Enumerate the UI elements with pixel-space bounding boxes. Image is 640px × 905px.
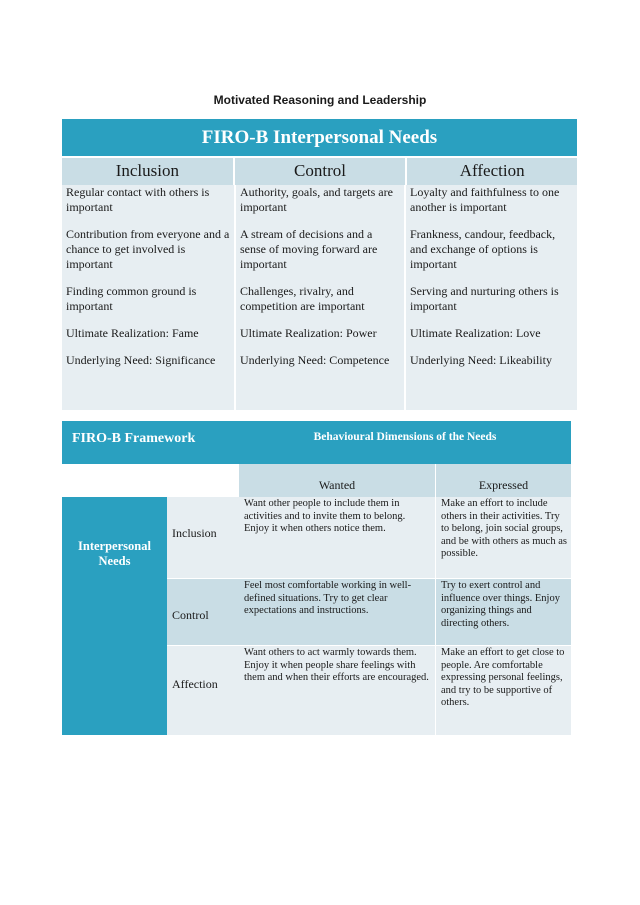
control-item: Challenges, rivalry, and competition are important	[240, 284, 365, 313]
inclusion-item: Underlying Need: Significance	[66, 353, 216, 367]
wanted-header: Wanted	[239, 464, 435, 497]
affection-item: Frankness, candour, feedback, and exchange of options is important	[410, 227, 556, 271]
inclusion-wanted: Want other people to include them in activities and to invite them to belong. Enjoy it when others notice them.	[239, 497, 435, 578]
control-item: Authority, goals, and targets are important	[240, 185, 393, 214]
blank-corner-cell	[62, 464, 239, 497]
affection-item: Ultimate Realization: Love	[410, 326, 541, 340]
affection-wanted: Want others to act warmly towards them. Enjoy it when people share feelings with them and when their efforts are encouraged.	[239, 645, 435, 735]
document-title: Motivated Reasoning and Leadership	[213, 93, 427, 107]
row-label-control: Control	[167, 578, 239, 645]
row-label-affection: Affection	[167, 645, 239, 735]
affection-item: Loyalty and faithfulness to one another is important	[410, 185, 560, 214]
column-header-control: Control	[233, 158, 408, 185]
control-item: Underlying Need: Competence	[240, 353, 390, 367]
column-header-inclusion: Inclusion	[115, 161, 179, 180]
needs-table-header-row	[62, 156, 577, 185]
inclusion-item: Ultimate Realization: Fame	[66, 326, 199, 340]
row-label-inclusion: Inclusion	[167, 497, 239, 578]
control-expressed: Try to exert control and influence over things. Enjoy organizing things and directing others.	[435, 578, 571, 645]
inclusion-column	[62, 185, 234, 410]
affection-item: Serving and nurturing others is important	[410, 284, 559, 313]
behavioural-dimensions-title: Behavioural Dimensions of the Needs	[239, 421, 571, 464]
needs-table-body	[62, 185, 577, 410]
column-header-affection: Affection	[459, 161, 525, 180]
control-item: Ultimate Realization: Power	[240, 326, 377, 340]
inclusion-item: Regular contact with others is important	[66, 185, 210, 214]
interpersonal-needs-table	[62, 119, 577, 410]
framework-title: FIRO-B Framework	[62, 421, 239, 464]
control-wanted: Feel most comfortable working in well-defined situations. Try to get clear expectations and instructions.	[239, 578, 435, 645]
expressed-header: Expressed	[435, 464, 571, 497]
inclusion-item: Contribution from everyone and a chance to get involved is important	[66, 227, 230, 271]
affection-item: Underlying Need: Likeability	[410, 353, 552, 367]
interpersonal-needs-label: Interpersonal Needs	[62, 497, 167, 735]
inclusion-expressed: Make an effort to include others in their activities. Try to belong, join social groups, and be with others as much as possible.	[435, 497, 571, 578]
affection-expressed: Make an effort to get close to people. Are comfortable expressing personal feelings, and try to be supportive of others.	[435, 645, 571, 735]
needs-table-title: FIRO-B Interpersonal Needs	[62, 119, 577, 156]
inclusion-item: Finding common ground is important	[66, 284, 197, 313]
affection-column	[406, 185, 577, 410]
control-item: A stream of decisions and a sense of moving forward are important	[240, 227, 378, 271]
control-column	[234, 185, 406, 410]
firo-b-framework-table	[62, 421, 571, 735]
